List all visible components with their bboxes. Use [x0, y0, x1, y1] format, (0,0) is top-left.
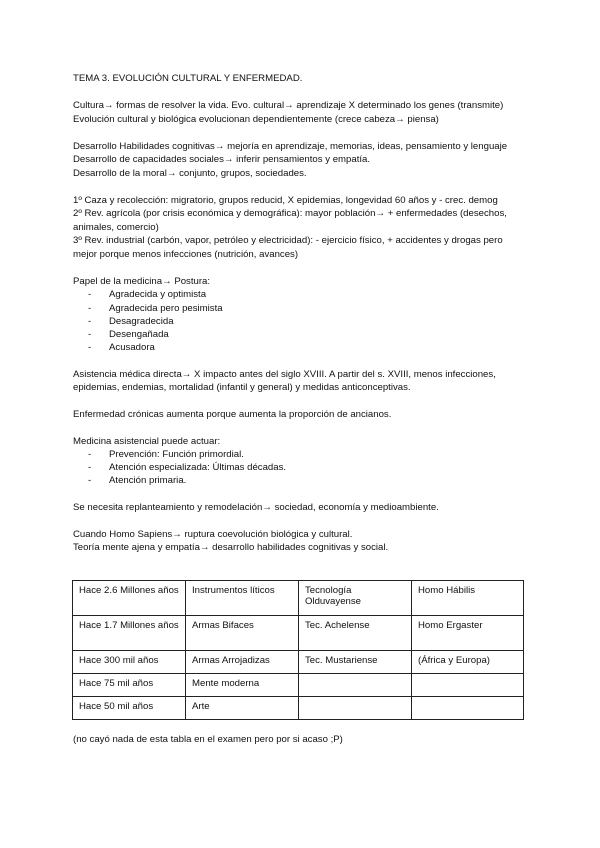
list-item	[88, 328, 169, 341]
paragraph-line: Desarrollo Habilidades cognitivas→ mejoría en aprendizaje, memorias, ideas, pensamiento y lenguaje	[73, 141, 508, 152]
paragraph-line: Asistencia médica directa→ X impacto antes del siglo XVIII. A partir del s. XVIII, menos infecciones,	[73, 369, 496, 380]
list-item	[88, 315, 174, 328]
table-cell: Instrumentos líticos	[186, 581, 299, 616]
table-cell	[299, 697, 412, 720]
table-cell: (África y Europa)	[412, 651, 524, 674]
list-item	[88, 461, 286, 474]
list-item-text: Desagradecida	[109, 316, 174, 327]
list-item	[88, 341, 155, 354]
list-bullet: -	[88, 303, 92, 314]
evolution-table	[72, 580, 524, 720]
paragraph-line: 1º Caza y recolección: migratorio, grupos reducid, X epidemias, longevidad 60 años y - crec. demog	[73, 195, 498, 206]
paragraph-line: 2º Rev. agrícola (por crisis económica y demográfica): mayor población→ + enfermedades (desechos,	[73, 208, 507, 219]
paragraph-line: Cultura→ formas de resolver la vida. Evo. cultural→ aprendizaje X determinado los genes (transmite)	[73, 100, 504, 111]
table-cell: Tec. Achelense	[299, 616, 412, 651]
table-cell: Hace 50 mil años	[73, 697, 186, 720]
list-heading: Papel de la medicina→ Postura:	[73, 276, 211, 287]
table-cell	[412, 697, 524, 720]
list-bullet: -	[88, 329, 92, 340]
table-row	[73, 581, 524, 616]
list-item-text: Agradecida pero pesimista	[109, 303, 223, 314]
table-cell	[412, 674, 524, 697]
paragraph-line: Teoría mente ajena y empatía→ desarrollo habilidades cognitivas y social.	[73, 542, 389, 553]
list-item-text: Agradecida y optimista	[109, 289, 207, 300]
list-item	[88, 288, 206, 301]
paragraph-line: mejor porque menos infecciones (nutrición, avances)	[73, 249, 299, 260]
table-cell: Hace 1.7 Millones años	[73, 616, 186, 651]
document-title: TEMA 3. EVOLUCIÓN CULTURAL Y ENFERMEDAD.	[73, 73, 303, 84]
list-item-text: Acusadora	[109, 342, 155, 353]
list-item	[88, 448, 244, 461]
table-cell: Armas Arrojadizas	[186, 651, 299, 674]
table-row	[73, 697, 524, 720]
table-cell: Homo Hábilis	[412, 581, 524, 616]
paragraph-line: Enfermedad crónicas aumenta porque aumenta la proporción de ancianos.	[73, 409, 392, 420]
list-bullet: -	[88, 289, 92, 300]
list-heading: Medicina asistencial puede actuar:	[73, 436, 221, 447]
list-bullet: -	[88, 316, 92, 327]
table-cell: Hace 2.6 Millones años	[73, 581, 186, 616]
table-cell: Armas Bifaces	[186, 616, 299, 651]
paragraph-line: 3º Rev. industrial (carbón, vapor, petróleo y electricidad): - ejercicio físico, + accidentes y drogas pero	[73, 235, 503, 246]
list-item-text: Atención especializada: Últimas décadas.	[109, 462, 287, 473]
table-cell: Homo Ergaster	[412, 616, 524, 651]
table-cell: Hace 300 mil años	[73, 651, 186, 674]
table-row	[73, 651, 524, 674]
paragraph-line: animales, comercio)	[73, 222, 159, 233]
list-bullet: -	[88, 475, 92, 486]
list-bullet: -	[88, 462, 92, 473]
paragraph-line: epidemias, endemias, mortalidad (infantil y general) y medidas anticonceptivas.	[73, 382, 411, 393]
paragraph-line: Desarrollo de la moral→ conjunto, grupos, sociedades.	[73, 168, 307, 179]
table-row	[73, 616, 524, 651]
list-item	[88, 302, 223, 315]
table-cell: Tecnología Olduvayense	[299, 581, 412, 616]
paragraph-line: Desarrollo de capacidades sociales→ inferir pensamientos y empatía.	[73, 154, 371, 165]
table-cell: Mente moderna	[186, 674, 299, 697]
table-cell: Hace 75 mil años	[73, 674, 186, 697]
table-cell	[299, 674, 412, 697]
list-bullet: -	[88, 449, 92, 460]
list-item	[88, 474, 186, 487]
list-item-text: Prevención: Función primordial.	[109, 449, 244, 460]
list-bullet: -	[88, 342, 92, 353]
table-row	[73, 674, 524, 697]
table-footnote: (no cayó nada de esta tabla en el examen pero por si acaso ;P)	[73, 734, 343, 745]
paragraph-line: Cuando Homo Sapiens→ ruptura coevolución biológica y cultural.	[73, 529, 353, 540]
table-cell: Tec. Mustariense	[299, 651, 412, 674]
list-item-text: Atención primaria.	[109, 475, 187, 486]
paragraph-line: Evolución cultural y biológica evolucionan dependientemente (crece cabeza→ piensa)	[73, 114, 439, 125]
table-cell: Arte	[186, 697, 299, 720]
paragraph-line: Se necesita replanteamiento y remodelación→ sociedad, economía y medioambiente.	[73, 502, 439, 513]
list-item-text: Desengañada	[109, 329, 169, 340]
